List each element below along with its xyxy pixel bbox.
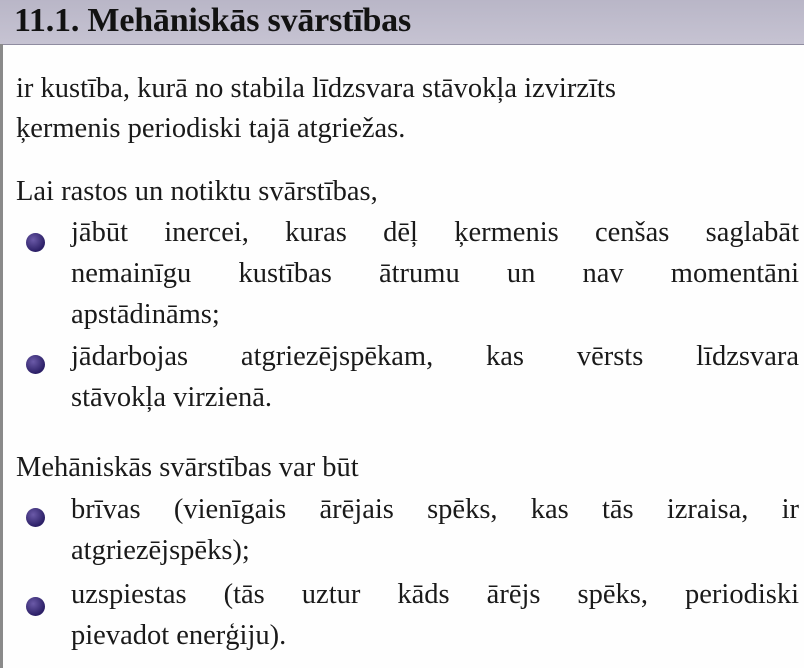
section-title: 11.1. Mehāniskās svārstības xyxy=(14,2,412,39)
list-item-text xyxy=(71,336,799,418)
bullet-dot-icon xyxy=(26,233,45,252)
list-item-line: pievadot enerģiju). xyxy=(71,620,287,651)
list-item-line: nemainīgu kustības ātrumu un nav momentāni xyxy=(71,258,799,289)
list-item-line: atgriezējspēks); xyxy=(71,535,250,566)
list-item-line: brīvas (vienīgais ārējais spēks, kas tās izraisa, ir xyxy=(71,494,799,525)
bullet-dot-icon xyxy=(26,597,45,616)
list-item-line: jābūt inercei, kuras dēļ ķermenis cenšas saglabāt xyxy=(71,217,799,248)
list-item-text xyxy=(71,489,799,571)
list-item-text xyxy=(71,574,799,656)
conditions-heading: Lai rastos un notiktu svārstības, xyxy=(16,176,378,207)
list-item-line: apstādināms; xyxy=(71,299,220,330)
list-item-text xyxy=(71,212,799,335)
left-margin-rule xyxy=(0,44,3,668)
bullet-dot-icon xyxy=(26,508,45,527)
types-heading: Mehāniskās svārstības var būt xyxy=(16,452,359,483)
bullet-dot-icon xyxy=(26,355,45,374)
intro-line-2: ķermenis periodiski tajā atgriežas. xyxy=(16,113,406,144)
intro-line-1: ir kustība, kurā no stabila līdzsvara stāvokļa izvirzīts xyxy=(16,73,616,104)
list-item-line: uzspiestas (tās uztur kāds ārējs spēks, periodiski xyxy=(71,579,799,610)
section-header-bar xyxy=(0,0,804,45)
list-item-line: stāvokļa virzienā. xyxy=(71,382,273,413)
intro-paragraph xyxy=(16,69,616,149)
list-item-line: jādarbojas atgriezējspēkam, kas vērsts līdzsvara xyxy=(71,341,799,372)
